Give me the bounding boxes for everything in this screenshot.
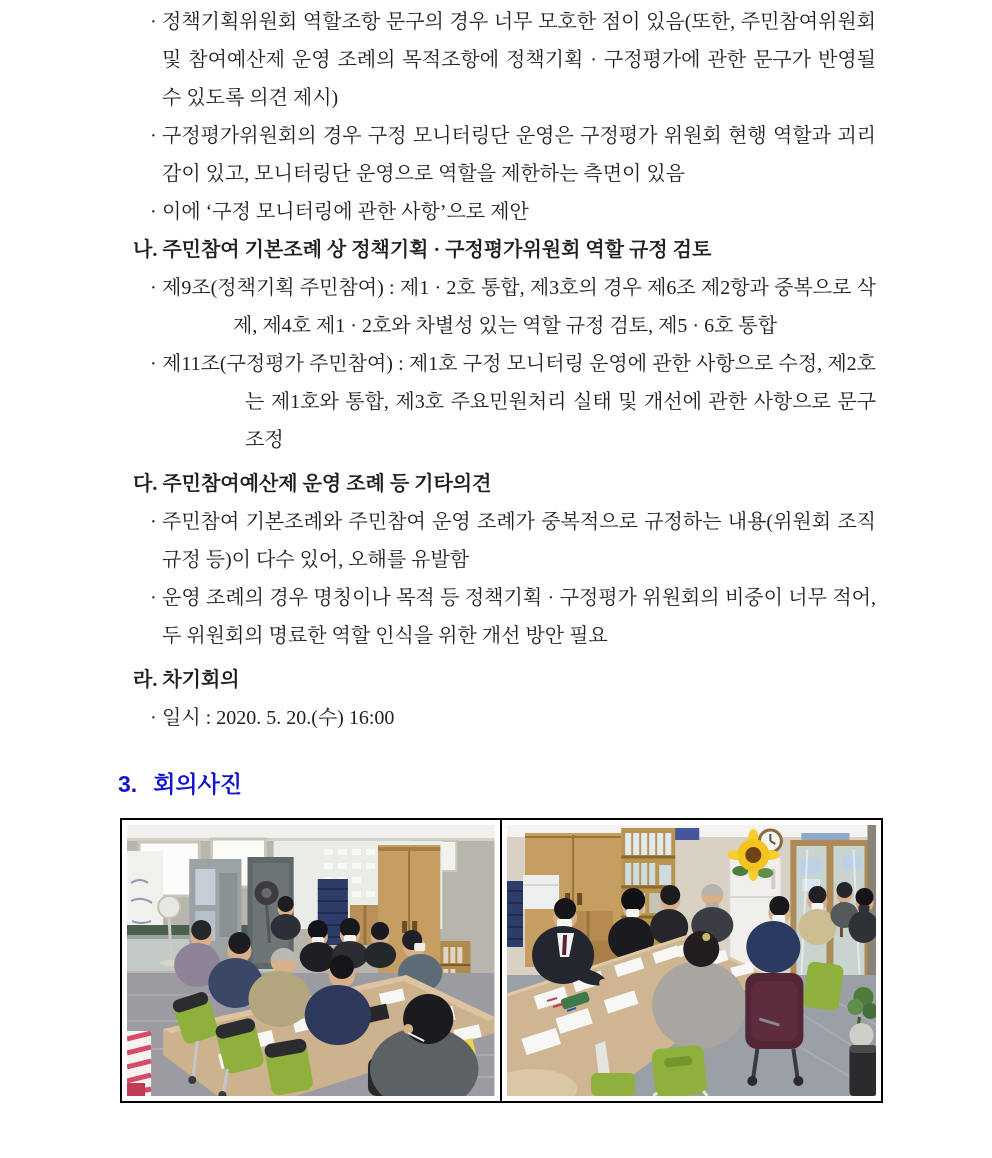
pink-striped-box [127,1031,151,1096]
list-item-text: 정책기획위원회 역할조항 문구의 경우 너무 모호한 점이 있음(또한, 주민참여위원회 및 참여예산제 운영 조례의 목적조항에 정책기획 · 구정평가에 관한 문구가 반영될 수 있도록 의견 제시) [162,11,876,109]
list-item [120,117,876,193]
list-item-text: 주민참여 기본조례와 주민참여 운영 조례가 중복적으로 규정하는 내용(위원회 조직 규정 등)이 다수 있어, 오해를 유발함 [162,511,876,571]
meeting-photo-2 [507,825,877,1096]
list-item-text: 제9조(정책기획 주민참여) : 제1 · 2호 통합, 제3호의 경우 제6조 제2항과 중복으로 삭제, 제4호 제1 · 2호와 차별성 있는 역할 규정 검토, 제5 · 6호 통합 [162,277,876,337]
bullet-icon: · [150,353,157,375]
list-item-text: 구정평가위원회의 경우 구정 모니터링단 운영은 구정평가 위원회 현행 역할과 괴리감이 있고, 모니터링단 운영으로 역할을 제한하는 측면이 있음 [162,125,876,185]
list-item-text: 제11조(구정평가 주민참여) : 제1호 구정 모니터링 운영에 관한 사항으로 수정, 제2호는 제1호와 통합, 제3호 주요민원처리 실태 및 개선에 관한 사항으로 문구 조정 [162,353,876,451]
section-heading-da [133,465,876,503]
list-item [120,699,876,737]
photos-section-number: 3. [118,771,138,797]
photo-cell-left [122,820,502,1101]
list-item [120,579,876,655]
list-item [120,503,876,579]
photo-cell-right [502,820,882,1101]
bullet-icon: · [150,11,157,33]
list-item-text: 일시 : 2020. 5. 20.(수) 16:00 [162,707,395,729]
trash-bin [849,1023,876,1096]
photo-table [120,818,883,1103]
bullet-icon: · [150,587,157,609]
section-label: 나. [133,239,158,261]
list-item [120,193,876,231]
section-label: 라. [133,669,158,691]
list-item-text: 이에 ‘구정 모니터링에 관한 사항’으로 제안 [162,201,529,223]
bullet-icon: · [150,707,157,729]
list-item-text: 운영 조례의 경우 명칭이나 목적 등 정책기획 · 구정평가 위원회의 비중이 너무 적어, 두 위원회의 명료한 역할 인식을 위한 개선 방안 필요 [162,587,876,647]
section-label: 다. [133,473,158,495]
list-item [120,269,876,345]
bullet-icon: · [150,201,157,223]
section-title: 주민참여예산제 운영 조례 등 기타의견 [162,473,492,495]
photos-section-label: 회의사진 [153,771,243,797]
bullet-icon: · [150,277,157,299]
meeting-photo-1 [127,825,495,1096]
section-heading-na [133,231,876,269]
section-title: 차기회의 [162,669,240,691]
bullet-icon: · [150,125,157,147]
section-title: 주민참여 기본조례 상 정책기획 · 구정평가위원회 역할 규정 검토 [162,239,712,261]
list-item [120,3,876,117]
bullet-icon: · [150,511,157,533]
list-item [120,345,876,459]
photos-section-title [118,769,992,799]
section-heading-ra [133,661,876,699]
